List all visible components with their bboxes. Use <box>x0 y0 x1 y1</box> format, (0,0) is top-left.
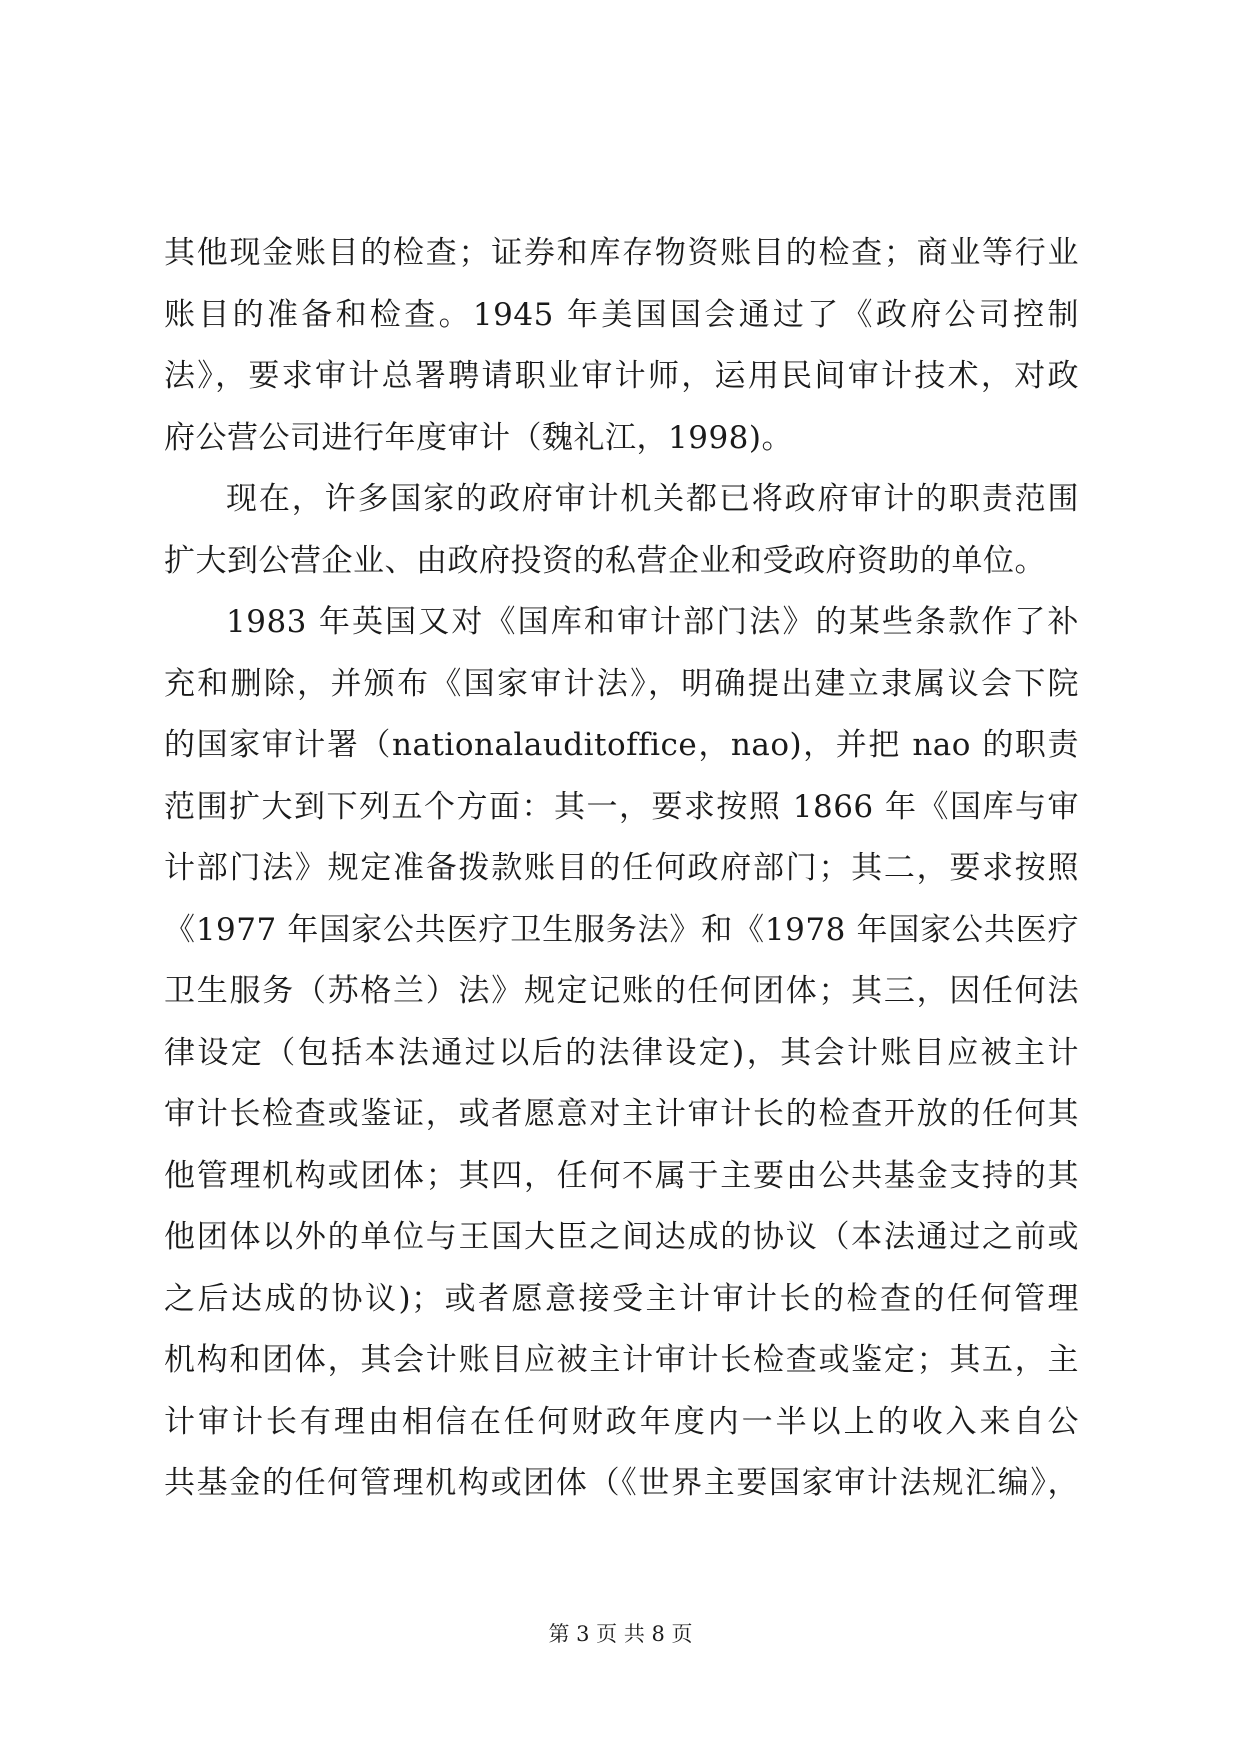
text-line: 府公营公司进行年度审计（魏礼江，1998)。 <box>164 419 793 456</box>
text-line: 他管理机构或团体；其四，任何不属于主要由公共基金支持的其 <box>164 1157 1079 1194</box>
page-number-footer: 第 3 页 共 8 页 <box>548 1622 693 1646</box>
text-line: 共基金的任何管理机构或团体（《世界主要国家审计法规汇编》， <box>164 1465 1079 1501</box>
text-line: 卫生服务（苏格兰）法》规定记账的任何团体；其三，因任何法 <box>164 973 1079 1009</box>
text-line: 律设定（包括本法通过以后的法律设定)，其会计账目应被主计 <box>164 1034 1079 1071</box>
text-line: 计审计长有理由相信在任何财政年度内一半以上的收入来自公 <box>164 1403 1079 1440</box>
text-line: 《1977 年国家公共医疗卫生服务法》和《1978 年国家公共医疗 <box>164 911 1079 948</box>
text-line: 扩大到公营企业、由政府投资的私营企业和受政府资助的单位。 <box>164 542 1046 579</box>
text-line: 充和删除，并颁布《国家审计法》，明确提出建立隶属议会下院 <box>164 665 1079 702</box>
text-line: 计部门法》规定准备拨款账目的任何政府部门；其二，要求按照 <box>164 850 1079 886</box>
document-body <box>164 223 1079 1515</box>
text-line: 法》，要求审计总署聘请职业审计师，运用民间审计技术，对政 <box>164 358 1079 394</box>
text-line: 其他现金账目的检查；证券和库存物资账目的检查；商业等行业 <box>164 235 1079 271</box>
text-line: 机构和团体，其会计账目应被主计审计长检查或鉴定；其五，主 <box>164 1342 1079 1378</box>
paragraph-first-line: 1983 年英国又对《国库和审计部门法》的某些条款作了补 <box>226 604 1079 640</box>
text-line: 之后达成的协议)；或者愿意接受主计审计长的检查的任何管理 <box>164 1280 1079 1317</box>
text-line: 审计长检查或鉴证，或者愿意对主计审计长的检查开放的任何其 <box>164 1096 1079 1132</box>
text-line: 范围扩大到下列五个方面：其一，要求按照 1866 年《国库与审 <box>164 788 1079 825</box>
paragraph-first-line: 现在，许多国家的政府审计机关都已将政府审计的职责范围 <box>226 481 1079 517</box>
text-line: 的国家审计署（nationalauditoffice，nao)，并把 nao 的职责 <box>164 727 1079 763</box>
text-line: 他团体以外的单位与王国大臣之间达成的协议（本法通过之前或 <box>164 1219 1079 1255</box>
text-line: 账目的准备和检查。1945 年美国国会通过了《政府公司控制 <box>164 296 1079 333</box>
